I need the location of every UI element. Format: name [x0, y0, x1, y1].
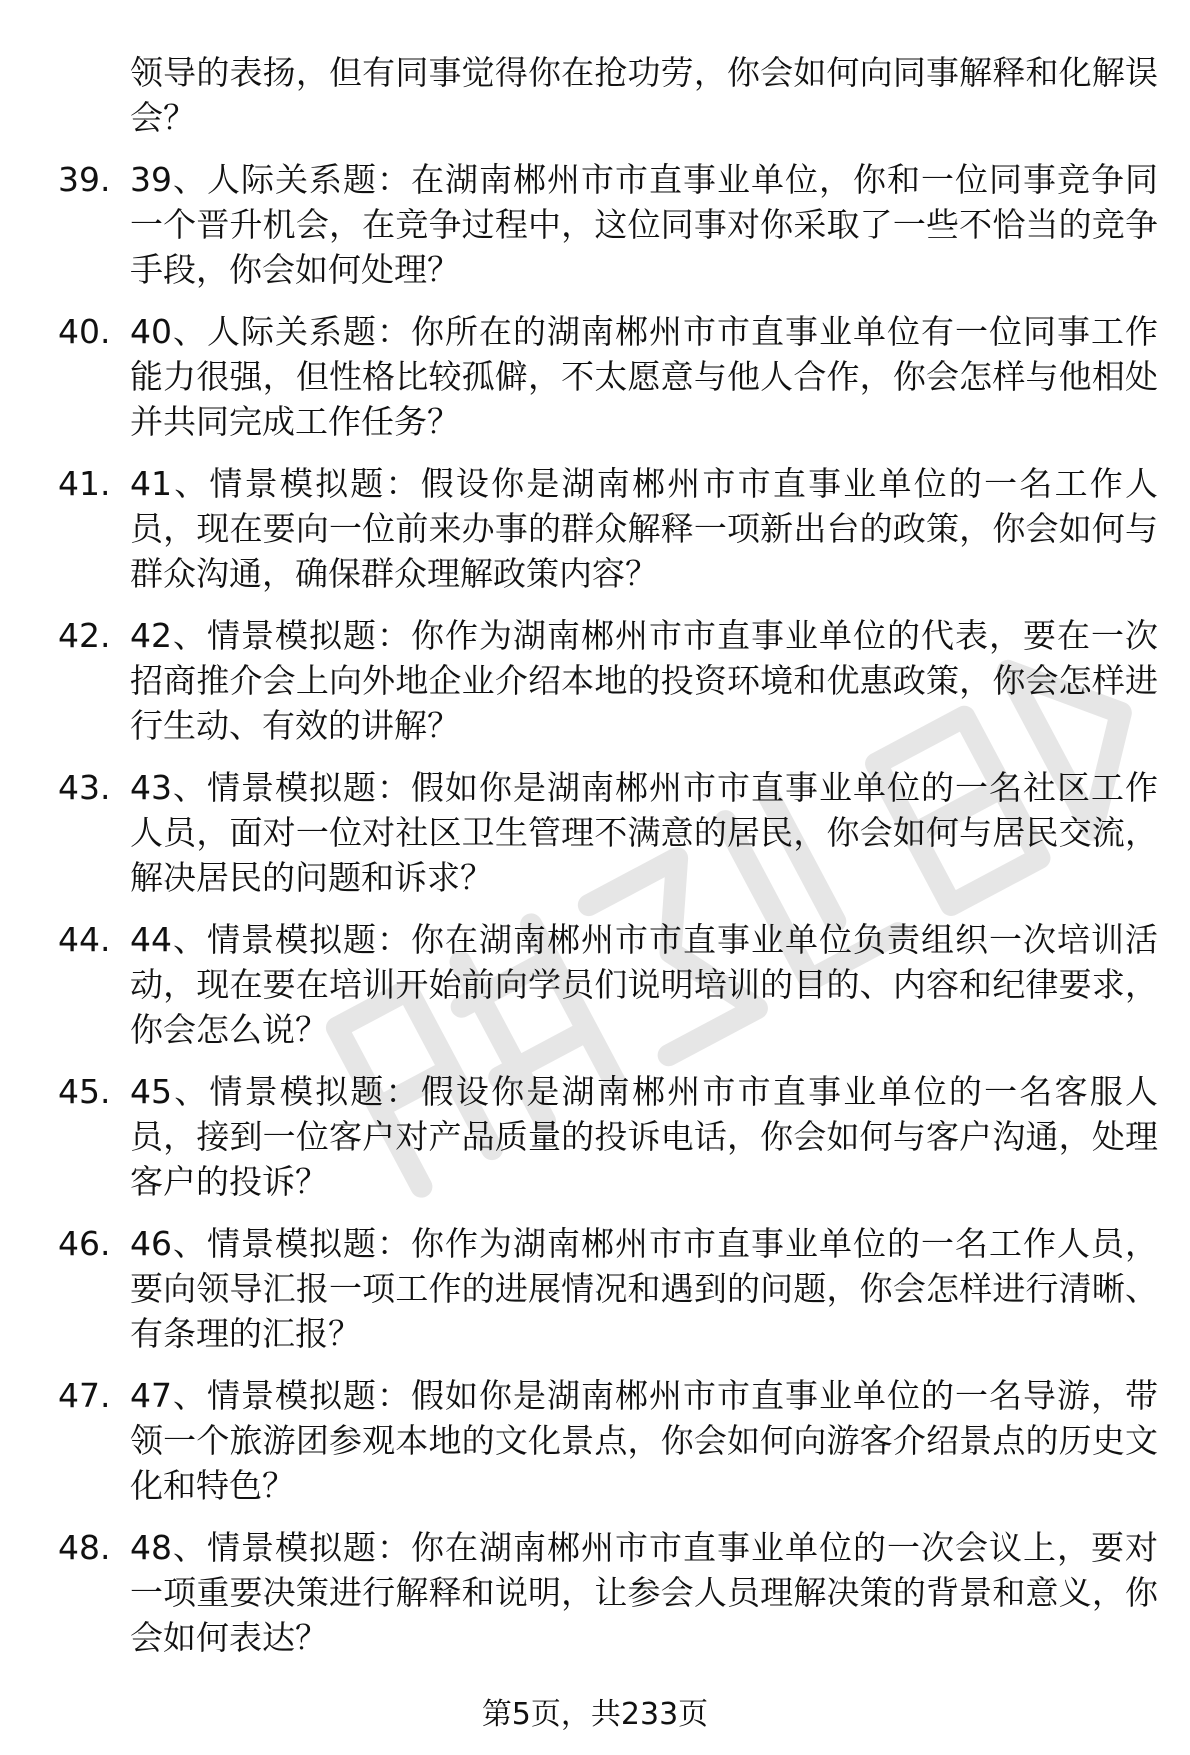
list-item-number: 44.: [58, 920, 111, 959]
list-item-text: 44、情景模拟题：你在湖南郴州市市直事业单位负责组织一次培训活动，现在要在培训开始前向学员们说明培训的目的、内容和纪律要求，你会怎么说？: [130, 920, 1158, 1049]
list-item-text: 41、情景模拟题：假设你是湖南郴州市市直事业单位的一名工作人员，现在要向一位前来办事的群众解释一项新出台的政策，你会如何与群众沟通，确保群众理解政策内容？: [130, 464, 1158, 593]
list-item: [58, 1373, 1158, 1508]
list-item-text: 48、情景模拟题：你在湖南郴州市市直事业单位的一次会议上，要对一项重要决策进行解释和说明，让参会人员理解决策的背景和意义，你会如何表达？: [130, 1528, 1158, 1657]
list-item-text: 39、人际关系题：在湖南郴州市市直事业单位，你和一位同事竞争同一个晋升机会，在竞争过程中，这位同事对你采取了一些不恰当的竞争手段，你会如何处理？: [130, 160, 1158, 289]
list-item-number: 42.: [58, 616, 111, 655]
list-item-text: 40、人际关系题：你所在的湖南郴州市市直事业单位有一位同事工作能力很强，但性格比较孤僻，不太愿意与他人合作，你会怎样与他相处并共同完成工作任务？: [130, 312, 1158, 441]
list-item-text: 46、情景模拟题：你作为湖南郴州市市直事业单位的一名工作人员，要向领导汇报一项工作的进展情况和遇到的问题，你会怎样进行清晰、有条理的汇报？: [130, 1224, 1158, 1353]
list-item: [58, 461, 1158, 596]
list-item-continuation: [58, 50, 1158, 140]
page-footer: 第5页，共233页: [481, 1697, 709, 1732]
list-item-number: 39.: [58, 160, 111, 199]
list-item-number: 43.: [58, 768, 111, 807]
list-item-number: 48.: [58, 1528, 111, 1567]
list-item-text: 领导的表扬，但有同事觉得你在抢功劳，你会如何向同事解释和化解误会？: [130, 53, 1158, 137]
list-item-number: 45.: [58, 1072, 111, 1111]
list-item: [58, 157, 1158, 292]
list-item-text: 43、情景模拟题：假如你是湖南郴州市市直事业单位的一名社区工作人员，面对一位对社区卫生管理不满意的居民，你会如何与居民交流，解决居民的问题和诉求？: [130, 768, 1158, 897]
list-item: [58, 1525, 1158, 1660]
list-item-number: 40.: [58, 312, 111, 351]
list-item-number: 47.: [58, 1376, 111, 1415]
list-item: [58, 1069, 1158, 1204]
question-list: [58, 50, 1158, 1677]
list-item: [58, 613, 1158, 748]
list-item-number: 46.: [58, 1224, 111, 1263]
list-item: [58, 1221, 1158, 1356]
list-item: [58, 765, 1158, 900]
list-item-text: 47、情景模拟题：假如你是湖南郴州市市直事业单位的一名导游，带领一个旅游团参观本地的文化景点，你会如何向游客介绍景点的历史文化和特色？: [130, 1376, 1158, 1505]
list-item: [58, 917, 1158, 1052]
list-item-text: 45、情景模拟题：假设你是湖南郴州市市直事业单位的一名客服人员，接到一位客户对产品质量的投诉电话，你会如何与客户沟通，处理客户的投诉？: [130, 1072, 1158, 1201]
list-item: [58, 309, 1158, 444]
list-item-number: 41.: [58, 464, 111, 503]
list-item-text: 42、情景模拟题：你作为湖南郴州市市直事业单位的代表，要在一次招商推介会上向外地企业介绍本地的投资环境和优惠政策，你会怎样进行生动、有效的讲解？: [130, 616, 1158, 745]
